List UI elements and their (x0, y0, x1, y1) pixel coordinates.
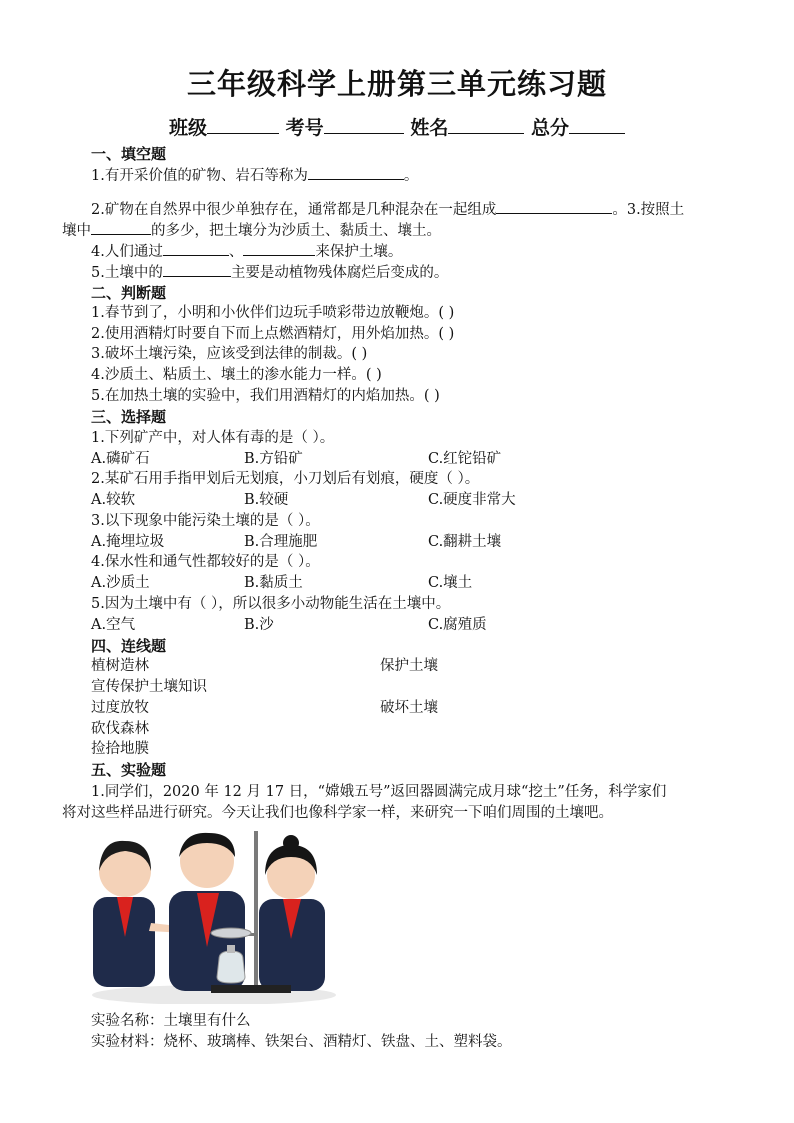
choice-option: B.合理施肥 (244, 534, 318, 550)
exam-no-blank (324, 119, 404, 134)
choice-option: A.空气 (91, 617, 136, 633)
students-experiment-photo (91, 827, 337, 1004)
choice-option: C.翻耕土壤 (428, 534, 502, 550)
choice-question-4: 4.保水性和通气性都较好的是（ ）。 (91, 554, 320, 570)
fill-q4-sep: 、 (228, 244, 244, 260)
choice-option: C.硬度非常大 (428, 492, 516, 508)
fill-q1-end: 。 (403, 168, 419, 184)
choice-option: B.沙 (244, 617, 274, 633)
experiment-intro-line: 将对这些样品进行研究。今天让我们也像科学家一样，来研究一下咱们周围的土壤吧。 (62, 805, 613, 821)
choice-option: B.方铅矿 (244, 451, 303, 467)
judge-item: 4.沙质土、粘质土、壤土的渗水能力一样。( ) (91, 367, 382, 383)
answer-blank (91, 220, 151, 235)
fill-q2-end: 。3.按照土 (612, 202, 685, 218)
section-heading-judge: 二、判断题 (91, 284, 167, 302)
choice-option: B.黏质土 (244, 575, 303, 591)
total-blank (569, 119, 625, 134)
section-heading-experiment: 五、实验题 (91, 761, 167, 779)
fill-q5-end: 主要是动植物残体腐烂后变成的。 (230, 265, 449, 281)
fill-question-5 (91, 262, 448, 284)
judge-item: 1.春节到了，小明和小伙伴们边玩手喷彩带边放鞭炮。( ) (91, 305, 455, 321)
total-label: 总分 (530, 117, 569, 139)
class-label: 班级 (169, 117, 208, 139)
choice-question-3: 3.以下现象中能污染土壤的是（ ）。 (91, 513, 320, 529)
fill-q3-text: 壤中 (62, 223, 91, 239)
fill-question-3 (62, 220, 441, 242)
choice-option: A.磷矿石 (91, 451, 150, 467)
answer-blank (163, 241, 229, 256)
match-left-item: 砍伐森林 (91, 721, 149, 737)
section-heading-fill: 一、填空题 (91, 145, 167, 163)
choice-question-5: 5.因为土壤中有（ ），所以很多小动物能生活在土壤中。 (91, 596, 451, 612)
fill-question-1 (91, 165, 418, 187)
judge-item: 3.破坏土壤污染，应该受到法律的制裁。( ) (91, 346, 368, 362)
fill-question-4 (91, 241, 402, 263)
fill-q5-text: 5.土壤中的 (91, 265, 163, 281)
answer-blank (496, 199, 612, 214)
name-label: 姓名 (410, 117, 449, 139)
name-blank (448, 119, 524, 134)
exam-no-label: 考号 (285, 117, 324, 139)
match-left-item: 宣传保护土壤知识 (91, 679, 207, 695)
judge-item: 2.使用酒精灯时要自下而上点燃酒精灯，用外焰加热。( ) (91, 326, 455, 342)
choice-option: B.较硬 (244, 492, 289, 508)
fill-question-2 (91, 199, 684, 221)
header-fields (0, 113, 794, 140)
fill-q4-end: 来保护土壤。 (315, 244, 403, 260)
answer-blank (163, 262, 231, 277)
fill-q3-end: 的多少，把土壤分为沙质土、黏质土、壤土。 (151, 223, 441, 239)
experiment-materials: 实验材料：烧杯、玻璃棒、铁架台、酒精灯、铁盘、土、塑料袋。 (91, 1034, 512, 1050)
experiment-name: 实验名称：土壤里有什么 (91, 1013, 251, 1029)
match-right-item: 保护土壤 (380, 658, 438, 674)
fill-q4-text: 4.人们通过 (91, 244, 163, 260)
choice-option: C.腐殖质 (428, 617, 487, 633)
class-blank (207, 119, 279, 134)
section-heading-match: 四、连线题 (91, 637, 167, 655)
choice-option: A.沙质土 (91, 575, 150, 591)
match-left-item: 捡拾地膜 (91, 741, 149, 757)
choice-question-1: 1.下列矿产中，对人体有毒的是（ ）。 (91, 430, 335, 446)
judge-item: 5.在加热土壤的实验中，我们用酒精灯的内焰加热。( ) (91, 388, 440, 404)
choice-option: C.红铊铅矿 (428, 451, 502, 467)
choice-option: C.壤土 (428, 575, 473, 591)
fill-q2-text: 2.矿物在自然界中很少单独存在，通常都是几种混杂在一起组成 (91, 202, 497, 218)
choice-question-2: 2.某矿石用手指甲划后无划痕，小刀划后有划痕，硬度（ ）。 (91, 471, 480, 487)
answer-blank (243, 241, 315, 256)
choice-option: A.掩埋垃圾 (91, 534, 165, 550)
section-heading-choice: 三、选择题 (91, 408, 167, 426)
experiment-intro-line: 1.同学们，2020 年 12 月 17 日，“嫦娥五号”返回器圆满完成月球“挖土”任务，科学家们 (91, 784, 667, 800)
fill-q1-text: 1.有开采价值的矿物、岩石等称为 (91, 168, 308, 184)
match-left-item: 植树造林 (91, 658, 149, 674)
answer-blank (308, 165, 404, 180)
page-title: 三年级科学上册第三单元练习题 (186, 67, 607, 101)
choice-option: A.较软 (91, 492, 136, 508)
match-left-item: 过度放牧 (91, 700, 149, 716)
match-right-item: 破坏土壤 (380, 700, 438, 716)
